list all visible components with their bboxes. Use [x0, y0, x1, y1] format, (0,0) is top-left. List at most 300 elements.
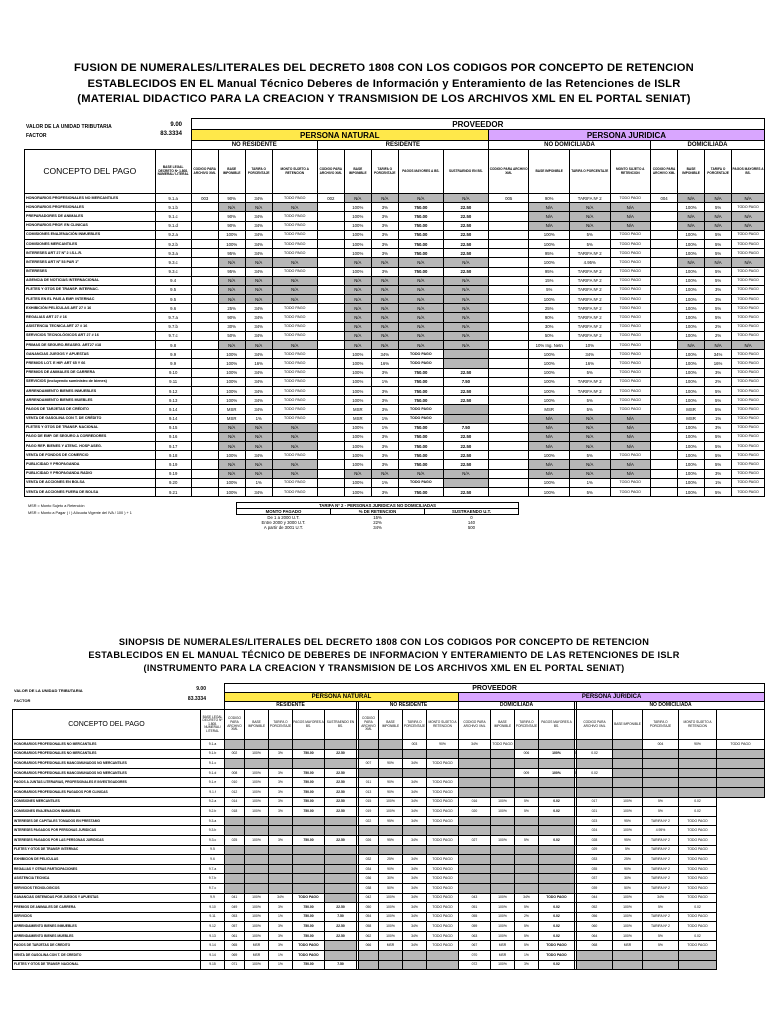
value-cell: TODO PAGO: [732, 414, 765, 423]
value-cell: 750.00: [398, 488, 443, 497]
juridica-header-2: PERSONA JURIDICA: [459, 693, 765, 702]
value-cell: 100%: [245, 787, 269, 797]
tarifa2-cell: 22%: [373, 520, 382, 525]
value-cell: 5%: [705, 386, 732, 395]
value-cell: TARIFA Nº 2: [643, 845, 679, 855]
sinopsis-row: [13, 912, 765, 922]
concept-cell: PREMIOS DE ANIMALES DE CARRERA: [13, 903, 201, 913]
value-cell: 3%: [269, 768, 293, 778]
value-cell: N/A: [443, 295, 488, 304]
value-cell: TARIFA Nº 2: [643, 855, 679, 865]
value-cell: [317, 267, 344, 276]
sinopsis-row: [13, 893, 765, 903]
sinopsis-row: [13, 749, 765, 759]
value-cell: 750.00: [293, 835, 325, 845]
value-cell: 0.02: [539, 797, 575, 807]
value-cell: N/A: [344, 313, 371, 322]
value-cell: TARIFA Nº 2: [643, 864, 679, 874]
value-cell: [317, 386, 344, 395]
value-cell: 1%: [245, 414, 272, 423]
tarifa2-cell: 15%: [373, 515, 382, 520]
value-cell: 22.50: [443, 396, 488, 405]
main-title-line1: FUSION DE NUMERALES/LITERALES DEL DECRETO 1808 CON LOS CODIGOS POR CONCEPTO DE RETENCION: [74, 62, 694, 74]
value-cell: 100%: [678, 331, 705, 340]
value-cell: TODO PAGO: [539, 951, 575, 961]
value-cell: [488, 221, 529, 230]
value-cell: [679, 749, 717, 759]
value-cell: 100%: [218, 377, 245, 386]
value-cell: [191, 469, 218, 478]
value-cell: [613, 759, 643, 769]
natural-header: PERSONA NATURAL: [191, 130, 488, 141]
value-cell: 021: [577, 807, 613, 817]
value-cell: [459, 826, 491, 836]
value-cell: N/A: [529, 221, 570, 230]
value-cell: 015: [359, 797, 379, 807]
value-cell: 100%: [491, 835, 515, 845]
value-cell: N/A: [272, 460, 317, 469]
value-cell: N/A: [245, 341, 272, 350]
value-cell: 34%: [245, 221, 272, 230]
value-cell: 100%: [678, 304, 705, 313]
value-cell: TARIFA Nº 2: [569, 285, 610, 294]
value-cell: [443, 405, 488, 414]
value-cell: 100%: [678, 322, 705, 331]
concepto-header: CONCEPTO DEL PAGO: [25, 150, 156, 194]
value-cell: [379, 960, 403, 970]
value-cell: 006: [515, 749, 539, 759]
value-cell: 22.50: [443, 432, 488, 441]
value-cell: 34%: [245, 239, 272, 248]
table-row: [25, 249, 765, 258]
concept-cell: HONORARIOS PROF. EN CLINICAS: [25, 221, 156, 230]
value-cell: 9.1.d: [201, 768, 225, 778]
value-cell: [577, 960, 613, 970]
value-cell: TODO PAGO: [732, 350, 765, 359]
value-cell: N/A: [398, 341, 443, 350]
value-cell: TODO PAGO: [272, 331, 317, 340]
value-cell: [651, 267, 678, 276]
value-cell: N/A: [705, 258, 732, 267]
value-cell: 038: [359, 883, 379, 893]
value-cell: TODO PAGO: [610, 359, 651, 368]
value-cell: 90%: [218, 194, 245, 203]
value-cell: 750.00: [398, 460, 443, 469]
note-msr: MSR = Monto Sujeto a Retención: [28, 504, 85, 508]
value-cell: [651, 350, 678, 359]
table-row: [25, 295, 765, 304]
value-cell: 5%: [705, 203, 732, 212]
value-cell: 25%: [529, 304, 570, 313]
value-cell: TODO PAGO: [272, 396, 317, 405]
value-cell: 9.10: [201, 903, 225, 913]
value-cell: 100%: [678, 488, 705, 497]
value-cell: 2%: [705, 322, 732, 331]
value-cell: 100%: [245, 778, 269, 788]
tarifa2-cell: 34%: [373, 525, 382, 530]
concept-cell: HONORARIOS PROFESIONALES PAGADOS POR CLINICAS: [13, 787, 201, 797]
ut-label-2: VALOR DE LA UNIDAD TRIBUTARIA: [14, 688, 83, 693]
value-cell: 1%: [269, 912, 293, 922]
value-cell: 3%: [371, 488, 398, 497]
value-cell: [515, 874, 539, 884]
value-cell: 100%: [529, 488, 570, 497]
value-cell: [379, 749, 403, 759]
value-cell: 0.02: [679, 797, 717, 807]
value-cell: [488, 460, 529, 469]
value-cell: 9.3.a: [155, 249, 191, 258]
value-cell: N/A: [218, 442, 245, 451]
value-cell: TODO PAGO: [679, 826, 717, 836]
table-row: [25, 442, 765, 451]
value-cell: [225, 864, 245, 874]
tarifa2-cell: 0: [470, 515, 473, 520]
value-cell: 22.50: [443, 230, 488, 239]
value-cell: TODO PAGO: [272, 478, 317, 487]
value-cell: N/A: [272, 276, 317, 285]
value-cell: N/A: [245, 432, 272, 441]
value-cell: [317, 469, 344, 478]
base-header-2: BASE IMPONIBLE: [245, 710, 269, 740]
value-cell: N/A: [245, 295, 272, 304]
value-cell: 037: [577, 874, 613, 884]
value-cell: 15%: [529, 276, 570, 285]
value-cell: 22.50: [443, 212, 488, 221]
value-cell: [488, 359, 529, 368]
value-cell: 100%: [218, 386, 245, 395]
value-cell: 100%: [344, 451, 371, 460]
value-cell: 22.50: [443, 221, 488, 230]
value-cell: 9.1.d: [155, 221, 191, 230]
sinopsis-row: [13, 864, 765, 874]
value-cell: 34%: [403, 864, 427, 874]
value-cell: [651, 203, 678, 212]
value-cell: N/A: [443, 194, 488, 203]
tarifa2-cell: A partir de 3001 U.T.: [263, 525, 304, 530]
value-cell: [191, 432, 218, 441]
value-cell: [488, 350, 529, 359]
value-cell: 750.00: [398, 368, 443, 377]
value-cell: 1%: [371, 414, 398, 423]
value-cell: 50%: [613, 883, 643, 893]
value-cell: 043: [459, 893, 491, 903]
value-cell: 100%: [344, 203, 371, 212]
value-cell: [459, 778, 491, 788]
value-cell: 750.00: [293, 922, 325, 932]
value-cell: 95%: [218, 267, 245, 276]
value-cell: 30%: [529, 322, 570, 331]
value-cell: [539, 759, 575, 769]
value-cell: 34%: [245, 304, 272, 313]
codigo-header: CODIGO PARA ARCHIVO XML: [191, 150, 218, 194]
value-cell: TODO PAGO: [610, 331, 651, 340]
value-cell: [651, 359, 678, 368]
value-cell: [613, 740, 643, 750]
table-row: [25, 285, 765, 294]
value-cell: [317, 377, 344, 386]
value-cell: 9.13: [201, 931, 225, 941]
sinopsis-row: [13, 778, 765, 788]
value-cell: N/A: [443, 313, 488, 322]
value-cell: 9.15: [155, 423, 191, 432]
value-cell: [488, 322, 529, 331]
value-cell: [269, 816, 293, 826]
concept-cell: FLETES Y GTOS DE TRANSP. NACIONAL: [13, 960, 201, 970]
value-cell: [293, 759, 325, 769]
value-cell: MSR: [344, 405, 371, 414]
value-cell: 34%: [643, 893, 679, 903]
value-cell: [488, 341, 529, 350]
value-cell: 100%: [678, 396, 705, 405]
value-cell: 003: [191, 194, 218, 203]
value-cell: [491, 768, 515, 778]
value-cell: 34%: [245, 230, 272, 239]
value-cell: [269, 826, 293, 836]
value-cell: [643, 768, 679, 778]
value-cell: [488, 432, 529, 441]
value-cell: TODO PAGO: [732, 469, 765, 478]
value-cell: 020: [459, 807, 491, 817]
value-cell: TODO PAGO: [610, 368, 651, 377]
value-cell: 22.50: [325, 835, 357, 845]
value-cell: [359, 960, 379, 970]
value-cell: N/A: [344, 276, 371, 285]
value-cell: 3%: [371, 386, 398, 395]
value-cell: [325, 740, 357, 750]
value-cell: 90%: [613, 864, 643, 874]
value-cell: TODO PAGO: [427, 778, 459, 788]
value-cell: [359, 768, 379, 778]
value-cell: N/A: [344, 304, 371, 313]
table-row: [25, 258, 765, 267]
value-cell: [515, 864, 539, 874]
value-cell: [317, 313, 344, 322]
value-cell: [325, 874, 357, 884]
value-cell: 34%: [705, 350, 732, 359]
value-cell: [488, 414, 529, 423]
value-cell: 2%: [705, 377, 732, 386]
value-cell: 100%: [344, 432, 371, 441]
value-cell: 34%: [245, 368, 272, 377]
ut-value: 9.00: [170, 122, 182, 128]
value-cell: [643, 759, 679, 769]
value-cell: [643, 749, 679, 759]
concept-cell: ARRENDAMIENTO BIENES INMUEBLES: [13, 922, 201, 932]
value-cell: 100%: [678, 478, 705, 487]
value-cell: 90%: [379, 759, 403, 769]
value-cell: N/A: [344, 341, 371, 350]
value-cell: 34%: [371, 350, 398, 359]
value-cell: N/A: [398, 304, 443, 313]
value-cell: 3%: [269, 749, 293, 759]
base-header: BASE IMPONIBLE: [218, 150, 245, 194]
value-cell: TODO PAGO: [610, 451, 651, 460]
value-cell: [317, 359, 344, 368]
value-cell: 100%: [678, 267, 705, 276]
value-cell: 9.14: [201, 941, 225, 951]
value-cell: [191, 341, 218, 350]
value-cell: 3%: [269, 797, 293, 807]
value-cell: 750.00: [398, 423, 443, 432]
value-cell: [269, 864, 293, 874]
value-cell: 5%: [569, 451, 610, 460]
value-cell: [651, 478, 678, 487]
value-cell: 100%: [678, 239, 705, 248]
table-row: [25, 414, 765, 423]
value-cell: [225, 845, 245, 855]
value-cell: 9.7.a: [201, 864, 225, 874]
value-cell: [427, 826, 459, 836]
value-cell: N/A: [245, 460, 272, 469]
value-cell: N/A: [218, 460, 245, 469]
value-cell: [325, 816, 357, 826]
main-title-line3: (MATERIAL DIDACTICO PARA LA CREACION Y TRANSMISION DE LOS ARCHIVOS XML EN EL PORTAL SENIAT): [77, 93, 691, 105]
value-cell: TODO PAGO: [427, 797, 459, 807]
value-cell: TARIFA Nº 2: [569, 331, 610, 340]
value-cell: N/A: [732, 341, 765, 350]
value-cell: 050: [359, 903, 379, 913]
tarifa-header-2: TARIFA O PORCENTAJE: [515, 710, 539, 740]
value-cell: 22.50: [443, 386, 488, 395]
value-cell: 9.2.a: [201, 797, 225, 807]
value-cell: [613, 778, 643, 788]
value-cell: 750.00: [398, 230, 443, 239]
concept-cell: HONORARIOS PROFESIONALES NO MERCANTILES: [13, 740, 201, 750]
value-cell: 90%: [379, 864, 403, 874]
value-cell: 9.14: [155, 414, 191, 423]
value-cell: 3%: [371, 405, 398, 414]
value-cell: [293, 855, 325, 865]
value-cell: 9.21: [155, 488, 191, 497]
value-cell: TODO PAGO: [679, 855, 717, 865]
value-cell: 9.8: [155, 341, 191, 350]
value-cell: 033: [577, 855, 613, 865]
value-cell: 100%: [245, 768, 269, 778]
value-cell: TODO PAGO: [732, 396, 765, 405]
value-cell: N/A: [371, 304, 398, 313]
value-cell: N/A: [218, 258, 245, 267]
value-cell: 100%: [678, 451, 705, 460]
value-cell: [269, 874, 293, 884]
value-cell: [651, 331, 678, 340]
value-cell: [488, 295, 529, 304]
value-cell: TODO PAGO: [293, 941, 325, 951]
value-cell: 018: [225, 807, 245, 817]
table-row: [25, 212, 765, 221]
value-cell: N/A: [245, 258, 272, 267]
value-cell: TODO PAGO: [427, 883, 459, 893]
value-cell: [651, 341, 678, 350]
value-cell: N/A: [610, 212, 651, 221]
value-cell: 3%: [269, 807, 293, 817]
value-cell: [491, 874, 515, 884]
value-cell: [403, 749, 427, 759]
value-cell: TODO PAGO: [610, 304, 651, 313]
concept-cell: PRIMAS DE SEGURO-REASEG. ART27 #18: [25, 341, 156, 350]
value-cell: N/A: [398, 285, 443, 294]
value-cell: N/A: [610, 432, 651, 441]
value-cell: 100%: [678, 276, 705, 285]
value-cell: [515, 787, 539, 797]
value-cell: [613, 768, 643, 778]
tarifa-header-2: TARIFA O PORCENTAJE: [643, 710, 679, 740]
concept-cell: ARRENDAMIENTO BIENES INMUEBLES: [25, 386, 156, 395]
value-cell: 025: [225, 835, 245, 845]
value-cell: [403, 845, 427, 855]
value-cell: 5%: [705, 442, 732, 451]
value-cell: TODO PAGO: [679, 912, 717, 922]
value-cell: N/A: [529, 423, 570, 432]
value-cell: 5%: [515, 835, 539, 845]
value-cell: 034: [359, 864, 379, 874]
value-cell: [488, 212, 529, 221]
value-cell: 50%: [379, 883, 403, 893]
concept-cell: ARRENDAMIENTO BIENES MUEBLES: [13, 931, 201, 941]
value-cell: TARIFA Nº 2: [569, 377, 610, 386]
value-cell: 5%: [643, 931, 679, 941]
value-cell: N/A: [678, 221, 705, 230]
value-cell: [191, 396, 218, 405]
value-cell: TODO PAGO: [398, 414, 443, 423]
value-cell: [191, 276, 218, 285]
value-cell: TODO PAGO: [272, 194, 317, 203]
value-cell: TODO PAGO: [427, 874, 459, 884]
value-cell: TODO PAGO: [427, 759, 459, 769]
value-cell: 34%: [403, 787, 427, 797]
value-cell: 0.02: [679, 931, 717, 941]
value-cell: TODO PAGO: [272, 221, 317, 230]
value-cell: [225, 826, 245, 836]
value-cell: [269, 845, 293, 855]
value-cell: 9.11: [201, 912, 225, 922]
domiciliada-header: DOMICILIADA: [651, 141, 765, 150]
value-cell: 25%: [379, 855, 403, 865]
value-cell: TODO PAGO: [398, 359, 443, 368]
value-cell: 16%: [245, 359, 272, 368]
concept-cell: INTERESES PAGADOS POR LAS PERSONAS JURIDICAS: [13, 835, 201, 845]
value-cell: [577, 787, 613, 797]
value-cell: 039: [577, 883, 613, 893]
value-cell: N/A: [678, 341, 705, 350]
value-cell: 057: [225, 922, 245, 932]
value-cell: [191, 359, 218, 368]
value-cell: [191, 414, 218, 423]
value-cell: [325, 941, 357, 951]
value-cell: [403, 951, 427, 961]
value-cell: 100%: [245, 797, 269, 807]
table-row: [25, 469, 765, 478]
value-cell: TODO PAGO: [491, 740, 515, 750]
value-cell: [651, 432, 678, 441]
value-cell: 100%: [344, 478, 371, 487]
value-cell: N/A: [443, 469, 488, 478]
value-cell: 95%: [529, 267, 570, 276]
sinopsis-row: [13, 855, 765, 865]
value-cell: TODO PAGO: [272, 359, 317, 368]
value-cell: [491, 778, 515, 788]
value-cell: N/A: [344, 194, 371, 203]
value-cell: [317, 405, 344, 414]
value-cell: 0.02: [539, 807, 575, 817]
value-cell: TODO PAGO: [610, 230, 651, 239]
value-cell: [515, 826, 539, 836]
value-cell: 9.5: [155, 285, 191, 294]
table-row: [25, 488, 765, 497]
value-cell: TODO PAGO: [679, 922, 717, 932]
value-cell: TODO PAGO: [732, 322, 765, 331]
value-cell: [317, 350, 344, 359]
value-cell: 34%: [245, 313, 272, 322]
